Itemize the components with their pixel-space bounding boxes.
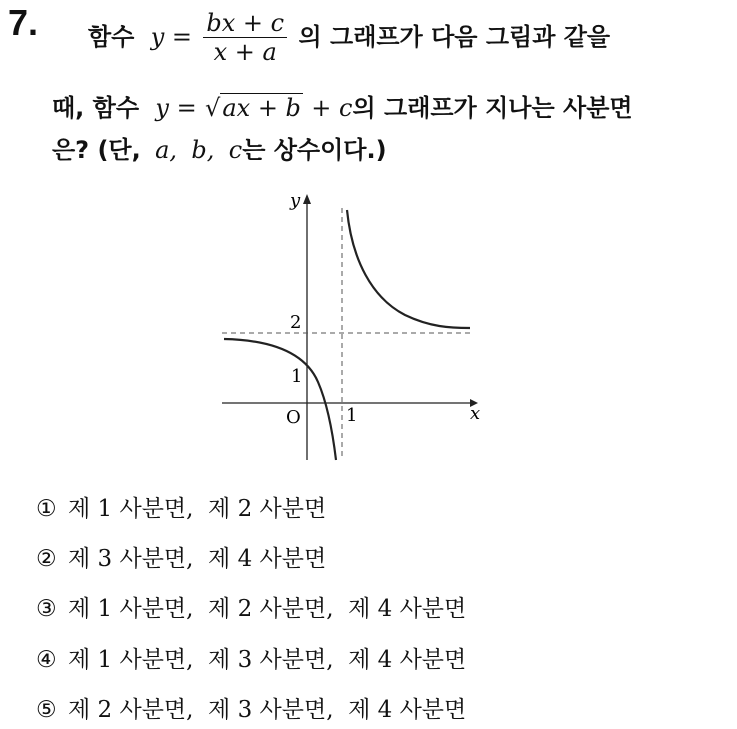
x-axis-label: x — [470, 403, 481, 424]
fraction-numerator: bx + c — [203, 10, 287, 38]
curve-right-branch — [347, 210, 470, 328]
choice-option-5[interactable] — [36, 691, 466, 724]
choice-marker: ⑤ — [36, 697, 57, 723]
choice-marker: ① — [36, 496, 57, 522]
origin-label: O — [286, 407, 301, 428]
math-b: b, — [191, 136, 215, 164]
choice-text: 제 1 사분면, 제 2 사분면 — [68, 496, 327, 522]
question-text: 의 그래프가 다음 그림과 같을 — [298, 22, 611, 51]
y-axis-label: y — [290, 190, 301, 211]
math-y-equals: y = — [150, 22, 193, 51]
math-c: c — [228, 136, 243, 164]
choice-text: 제 2 사분면, 제 3 사분면, 제 4 사분면 — [68, 697, 467, 723]
y-tick-label-2: 2 — [290, 312, 302, 333]
y-tick-label-1: 1 — [291, 366, 303, 387]
choice-marker: ④ — [36, 647, 57, 673]
choice-text: 제 1 사분면, 제 3 사분면, 제 4 사분면 — [68, 647, 467, 673]
fraction-denominator: x + a — [213, 38, 277, 67]
choice-option-4[interactable] — [36, 641, 466, 674]
choice-marker: ② — [36, 546, 57, 572]
math-plus-c: + c — [311, 94, 353, 122]
question-text: 의 그래프가 지나는 사분면 — [352, 94, 633, 122]
question-text: 함수 — [88, 22, 135, 51]
y-axis-arrow — [303, 194, 311, 204]
choice-option-3[interactable] — [36, 590, 466, 623]
question-text: 은? (단, — [52, 136, 141, 164]
question-text: 는 상수이다.) — [242, 136, 387, 164]
choice-marker: ③ — [36, 596, 57, 622]
choice-text: 제 3 사분면, 제 4 사분면 — [68, 546, 327, 572]
math-a: a, — [155, 136, 178, 164]
x-tick-label-1: 1 — [346, 405, 358, 426]
sqrt-symbol: √ — [205, 94, 221, 122]
choice-option-1[interactable] — [36, 490, 326, 523]
choice-option-2[interactable] — [36, 540, 326, 573]
question-number: 7. — [8, 2, 39, 43]
question-text: 때, 함수 — [52, 94, 140, 122]
choice-text: 제 1 사분면, 제 2 사분면, 제 4 사분면 — [68, 596, 467, 622]
sqrt-radicand: ax + b — [222, 94, 301, 122]
math-y-equals: y = — [155, 94, 197, 122]
curve-left-branch — [224, 339, 336, 460]
